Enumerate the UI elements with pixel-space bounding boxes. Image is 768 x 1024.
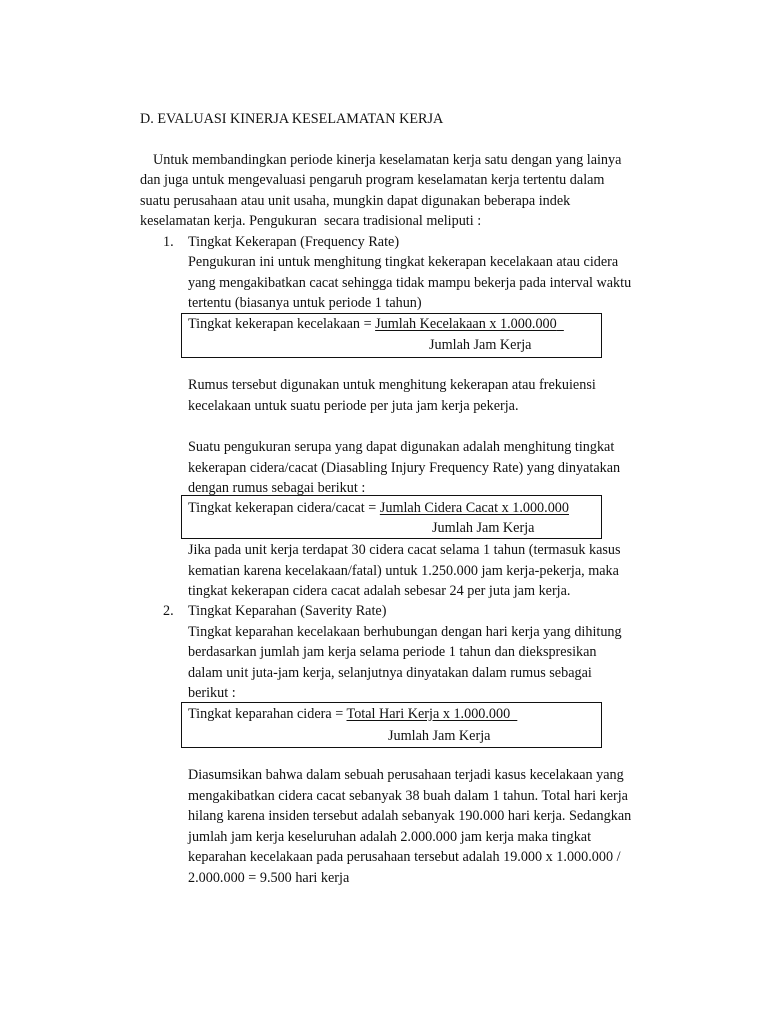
formula-1-underline-tail xyxy=(557,316,564,332)
formula-2-line xyxy=(188,498,569,518)
item-1-desc-line-3: tertentu (biasanya untuk periode 1 tahun) xyxy=(188,295,422,311)
item-1-para3-line-1: Suatu pengukuran serupa yang dapat digunakan adalah menghitung tingkat xyxy=(188,439,615,455)
formula-1-line xyxy=(188,314,564,334)
formula-1-lhs: Tingkat kekerapan kecelakaan = xyxy=(188,316,376,332)
item-1-para3-line-2: kekerapan cidera/cacat (Diasabling Injury Frequency Rate) yang dinyatakan xyxy=(188,460,621,476)
item-2-title: Tingkat Keparahan (Saverity Rate) xyxy=(188,603,387,619)
item-2-desc-line-2: berdasarkan jumlah jam kerja selama periode 1 tahun dan diekspresikan xyxy=(188,644,597,660)
formula-2-lhs: Tingkat kekerapan cidera/cacat = xyxy=(188,500,380,516)
item-2-para2-line-2: mengakibatkan cidera cacat sebanyak 38 buah dalam 1 tahun. Total hari kerja xyxy=(188,788,628,804)
item-2-para2-line-5: keparahan kecelakaan pada perusahaan tersebut adalah 19.000 x 1.000.000 / xyxy=(188,849,621,865)
section-heading: D. EVALUASI KINERJA KESELAMATAN KERJA xyxy=(140,111,444,127)
formula-1-denominator: Jumlah Jam Kerja xyxy=(429,337,532,353)
formula-3-denominator: Jumlah Jam Kerja xyxy=(388,728,491,744)
item-2-number: 2. xyxy=(163,603,174,619)
item-2-para2-line-4: jumlah jam kerja keseluruhan adalah 2.000.000 jam kerja maka tingkat xyxy=(188,829,592,845)
formula-3-numerator: Total Hari Kerja x 1.000.000 xyxy=(346,706,518,722)
formula-box-injury-frequency-rate xyxy=(181,495,602,539)
formula-3-line xyxy=(188,704,517,724)
item-1-para3-line-3: dengan rumus sebagai berikut : xyxy=(188,480,366,496)
item-2-para2-line-3: hilang karena insiden tersebut adalah sebanyak 190.000 hari kerja. Sedangkan xyxy=(188,808,632,824)
intro-line-1: Untuk membandingkan periode kinerja keselamatan kerja satu dengan yang lainya xyxy=(153,152,622,168)
item-1-para4-line-1: Jika pada unit kerja terdapat 30 cidera cacat selama 1 tahun (termasuk kasus xyxy=(188,542,621,558)
item-2-desc-line-3: dalam unit juta-jam kerja, selanjutnya dinyatakan dalam rumus sebagai xyxy=(188,665,592,681)
intro-line-4: keselamatan kerja. Pengukuran secara tradisional meliputi : xyxy=(140,213,482,229)
intro-line-3: suatu perusahaan atau unit usaha, mungkin dapat digunakan beberapa indek xyxy=(140,193,571,209)
formula-1-numerator: Jumlah Kecelakaan x 1.000.000 xyxy=(375,316,557,332)
item-1-para2-line-1: Rumus tersebut digunakan untuk menghitung kekerapan atau frekuiensi xyxy=(188,377,596,393)
formula-3-lhs: Tingkat keparahan cidera = xyxy=(188,706,347,722)
item-2-para2-line-1: Diasumsikan bahwa dalam sebuah perusahaan terjadi kasus kecelakaan yang xyxy=(188,767,624,783)
item-1-para4-line-2: kematian karena kecelakaan/fatal) untuk 1.250.000 jam kerja-pekerja, maka xyxy=(188,563,619,579)
item-1-para2-line-2: kecelakaan untuk suatu periode per juta jam kerja pekerja. xyxy=(188,398,519,414)
item-1-para4-line-3: tingkat kekerapan cidera cacat adalah sebesar 24 per juta jam kerja. xyxy=(188,583,571,599)
formula-box-severity-rate xyxy=(181,702,602,748)
item-1-number: 1. xyxy=(163,234,174,250)
item-2-desc-line-4: berikut : xyxy=(188,685,236,701)
formula-2-denominator: Jumlah Jam Kerja xyxy=(432,520,535,536)
item-1-title: Tingkat Kekerapan (Frequency Rate) xyxy=(188,234,400,250)
intro-line-2: dan juga untuk mengevaluasi pengaruh program keselamatan kerja tertentu dalam xyxy=(140,172,605,188)
item-2-para2-line-6: 2.000.000 = 9.500 hari kerja xyxy=(188,870,350,886)
formula-box-frequency-rate xyxy=(181,313,602,358)
item-1-desc-line-2: yang mengakibatkan cacat sehingga tidak mampu bekerja pada interval waktu xyxy=(188,275,632,291)
item-2-desc-line-1: Tingkat keparahan kecelakaan berhubungan dengan hari kerja yang dihitung xyxy=(188,624,622,640)
formula-2-numerator: Jumlah Cidera Cacat x 1.000.000 xyxy=(379,500,569,516)
item-1-desc-line-1: Pengukuran ini untuk menghitung tingkat kekerapan kecelakaan atau cidera xyxy=(188,254,619,270)
